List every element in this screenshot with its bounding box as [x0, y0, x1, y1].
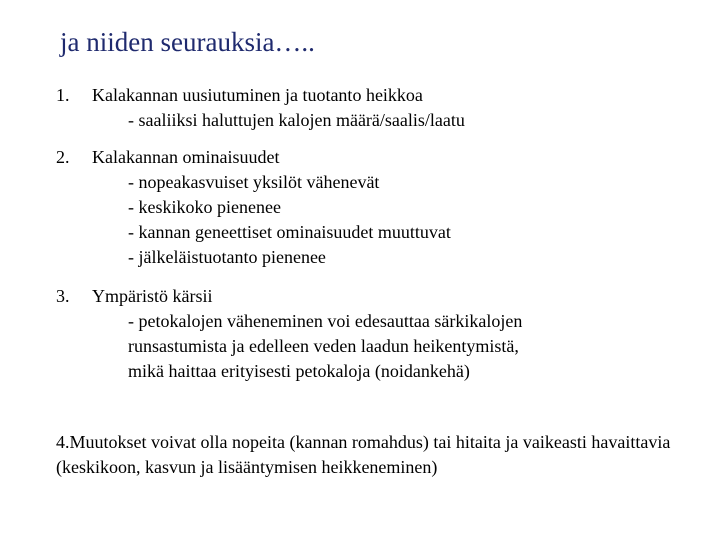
list-heading: Ympäristö kärsii: [92, 286, 213, 306]
list-item-3: [56, 284, 696, 309]
paragraph-4: 4.Muutokset voivat olla nopeita (kannan romahdus) tai hitaita ja vaikeasti havaittavia (keskikoon, kasvun ja lisääntymisen heikkeneminen): [56, 432, 671, 477]
sub-point-list: [56, 108, 696, 133]
sub-point-list: [56, 170, 696, 270]
list-number: 1.: [56, 85, 70, 105]
list-number: 3.: [56, 286, 70, 306]
sub-point-list: [56, 309, 696, 384]
list-item-1: [56, 83, 696, 108]
slide-title: ja niiden seurauksia…..: [60, 27, 315, 57]
list-number: 2.: [56, 147, 70, 167]
list-heading: Kalakannan uusiutuminen ja tuotanto heikkoa: [92, 85, 423, 105]
list-heading: Kalakannan ominaisuudet: [92, 147, 280, 167]
sub-point: - keskikoko pienenee: [128, 197, 281, 217]
numbered-list: [56, 83, 696, 384]
sub-point: - saaliiksi haluttujen kalojen määrä/saalis/laatu: [128, 110, 465, 130]
sub-point: mikä haittaa erityisesti petokaloja (noidankehä): [128, 361, 470, 381]
sub-point: - jälkeläistuotanto pienenee: [128, 247, 326, 267]
sub-point: - kannan geneettiset ominaisuudet muuttuvat: [128, 222, 451, 242]
list-item-2: [56, 145, 696, 170]
sub-point: - nopeakasvuiset yksilöt vähenevät: [128, 172, 380, 192]
sub-point: runsastumista ja edelleen veden laadun heikentymistä,: [128, 336, 519, 356]
sub-point: - petokalojen väheneminen voi edesauttaa särkikalojen: [128, 311, 523, 331]
